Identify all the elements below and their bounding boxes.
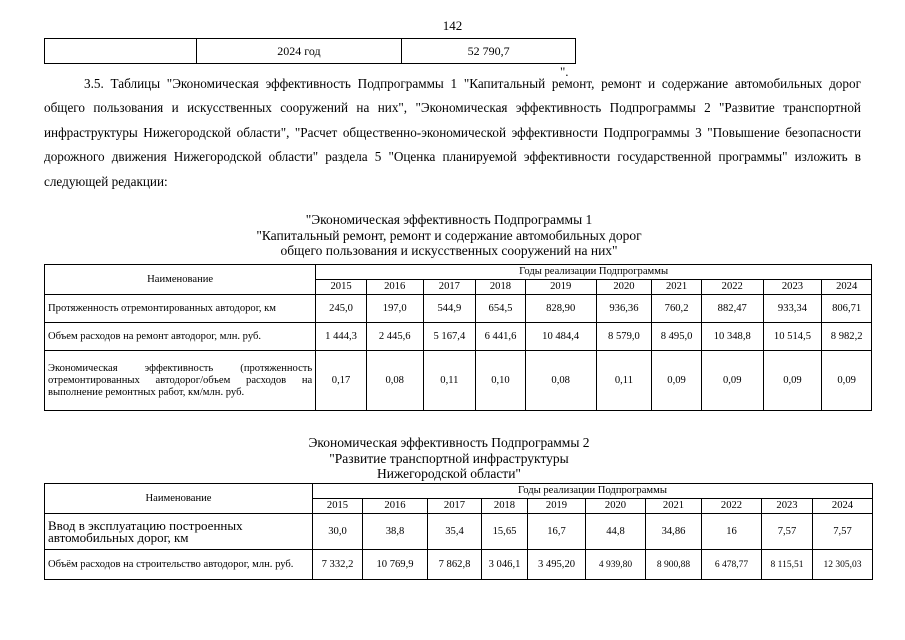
table-cell: 0,10 [476, 351, 526, 411]
header-name: Наименование [45, 265, 316, 295]
table-row [45, 550, 873, 580]
table-cell: 6 441,6 [476, 323, 526, 351]
table1-title-line: общего пользования и искусственных сооружений на них" [280, 243, 618, 258]
table-cell: 12 305,03 [813, 550, 873, 580]
table-cell: 34,86 [646, 514, 702, 550]
year-cell: 2022 [701, 280, 763, 295]
row-label: Экономическая эффективность (протяженность отремонтированных автодорог/объем расходов на выполнение ремонтных работ, км/млн. руб. [45, 351, 316, 411]
table-cell: 3 046,1 [482, 550, 528, 580]
table-cell: 197,0 [366, 295, 423, 323]
table2-title-line: Экономическая эффективность Подпрограммы 2 [308, 435, 590, 450]
year-cell: 2020 [586, 499, 646, 514]
year-cell: 2017 [423, 280, 476, 295]
table-cell: 0,09 [822, 351, 872, 411]
table-cell: 44,8 [586, 514, 646, 550]
table-cell: 7,57 [762, 514, 813, 550]
row-label: Протяженность отремонтированных автодорог, км [45, 295, 316, 323]
table-cell: 936,36 [596, 295, 652, 323]
table-cell: 35,4 [428, 514, 482, 550]
table-cell: 806,71 [822, 295, 872, 323]
table-cell: 2 445,6 [366, 323, 423, 351]
year-cell: 2020 [596, 280, 652, 295]
table-cell: 0,08 [366, 351, 423, 411]
table-cell: 0,11 [596, 351, 652, 411]
table1-title-line: "Экономическая эффективность Подпрограммы 1 [305, 212, 593, 227]
table-cell: 3 495,20 [528, 550, 586, 580]
table-cell: 0,11 [423, 351, 476, 411]
table-row [45, 295, 872, 323]
table-cell: 38,8 [363, 514, 428, 550]
table-cell: 882,47 [701, 295, 763, 323]
efficiency-table-1 [44, 264, 872, 411]
table-cell: 16,7 [528, 514, 586, 550]
table-cell-value: 52 790,7 [402, 39, 576, 64]
year-cell: 2021 [652, 280, 702, 295]
table-row [45, 514, 873, 550]
table-cell: 0,17 [316, 351, 367, 411]
table2-title-line: Нижегородской области" [377, 466, 521, 481]
paragraph-text: 3.5. Таблицы "Экономическая эффективность Подпрограммы 1 "Капитальный ремонт, ремонт и содержание автомобильных дорог общего пользования и искусственных сооружений на них", "Экономическая эффективность Подпрограммы 2 "Развитие транспортной инфраструктуры Нижегородской области", "Расчет общественно-экономической эффективности Подпрограммы 3 "Повышение безопасности дорожного движения Нижегородской области" раздела 5 "Оценка планируемой эффективности государственной программы" изложить в следующей редакции: [44, 76, 861, 189]
year-cell: 2018 [476, 280, 526, 295]
table-cell: 0,09 [763, 351, 822, 411]
year-cell: 2019 [525, 280, 596, 295]
row-label: Объём расходов на строительство автодорог, млн. руб. [45, 550, 313, 580]
table2-title [44, 435, 854, 482]
table-cell: 245,0 [316, 295, 367, 323]
table-cell: 8 579,0 [596, 323, 652, 351]
table-cell: 30,0 [313, 514, 363, 550]
table-cell: 4 939,80 [586, 550, 646, 580]
table-cell: 10 769,9 [363, 550, 428, 580]
year-cell: 2018 [482, 499, 528, 514]
year-cell: 2023 [763, 280, 822, 295]
efficiency-table-2 [44, 483, 873, 580]
year-cell: 2016 [366, 280, 423, 295]
table-cell: 6 478,77 [702, 550, 762, 580]
table-cell: 654,5 [476, 295, 526, 323]
summary-table-fragment [44, 38, 576, 64]
table-cell: 8 900,88 [646, 550, 702, 580]
row-label: Ввод в эксплуатацию построенных автомобильных дорог, км [45, 514, 313, 550]
end-quote: ". [560, 64, 569, 79]
table-cell: 933,34 [763, 295, 822, 323]
table1-title [44, 212, 854, 259]
table-cell: 760,2 [652, 295, 702, 323]
table-cell: 10 514,5 [763, 323, 822, 351]
table-cell: 7,57 [813, 514, 873, 550]
header-name: Наименование [45, 484, 313, 514]
header-years: Годы реализации Подпрограммы [313, 484, 873, 499]
header-years: Годы реализации Подпрограммы [316, 265, 872, 280]
year-cell: 2015 [316, 280, 367, 295]
table-cell: 7 332,2 [313, 550, 363, 580]
year-cell: 2024 [813, 499, 873, 514]
amendment-paragraph [44, 72, 861, 194]
year-cell: 2017 [428, 499, 482, 514]
table-header-row [45, 484, 873, 499]
table-header-row [45, 265, 872, 280]
table-cell: 7 862,8 [428, 550, 482, 580]
table-cell: 8 982,2 [822, 323, 872, 351]
table-row [45, 323, 872, 351]
table2-title-line: "Развитие транспортной инфраструктуры [329, 450, 569, 466]
table-cell-year: 2024 год [196, 39, 402, 64]
table-cell: 8 115,51 [762, 550, 813, 580]
table-cell: 10 484,4 [525, 323, 596, 351]
table-cell: 0,09 [701, 351, 763, 411]
table-cell [45, 39, 197, 64]
year-cell: 2019 [528, 499, 586, 514]
table-row [45, 39, 576, 64]
table-cell: 10 348,8 [701, 323, 763, 351]
row-label: Объем расходов на ремонт автодорог, млн. руб. [45, 323, 316, 351]
table-cell: 15,65 [482, 514, 528, 550]
table-cell: 0,09 [652, 351, 702, 411]
year-cell: 2015 [313, 499, 363, 514]
table-row [45, 351, 872, 411]
year-cell: 2024 [822, 280, 872, 295]
table-cell: 1 444,3 [316, 323, 367, 351]
table-cell: 544,9 [423, 295, 476, 323]
table-cell: 8 495,0 [652, 323, 702, 351]
year-cell: 2021 [646, 499, 702, 514]
year-cell: 2022 [702, 499, 762, 514]
year-cell: 2016 [363, 499, 428, 514]
page-number: 142 [442, 18, 463, 33]
table-cell: 828,90 [525, 295, 596, 323]
table-cell: 5 167,4 [423, 323, 476, 351]
table-cell: 16 [702, 514, 762, 550]
table1-title-line: "Капитальный ремонт, ремонт и содержание автомобильных дорог [256, 227, 642, 243]
table-cell: 0,08 [525, 351, 596, 411]
year-cell: 2023 [762, 499, 813, 514]
